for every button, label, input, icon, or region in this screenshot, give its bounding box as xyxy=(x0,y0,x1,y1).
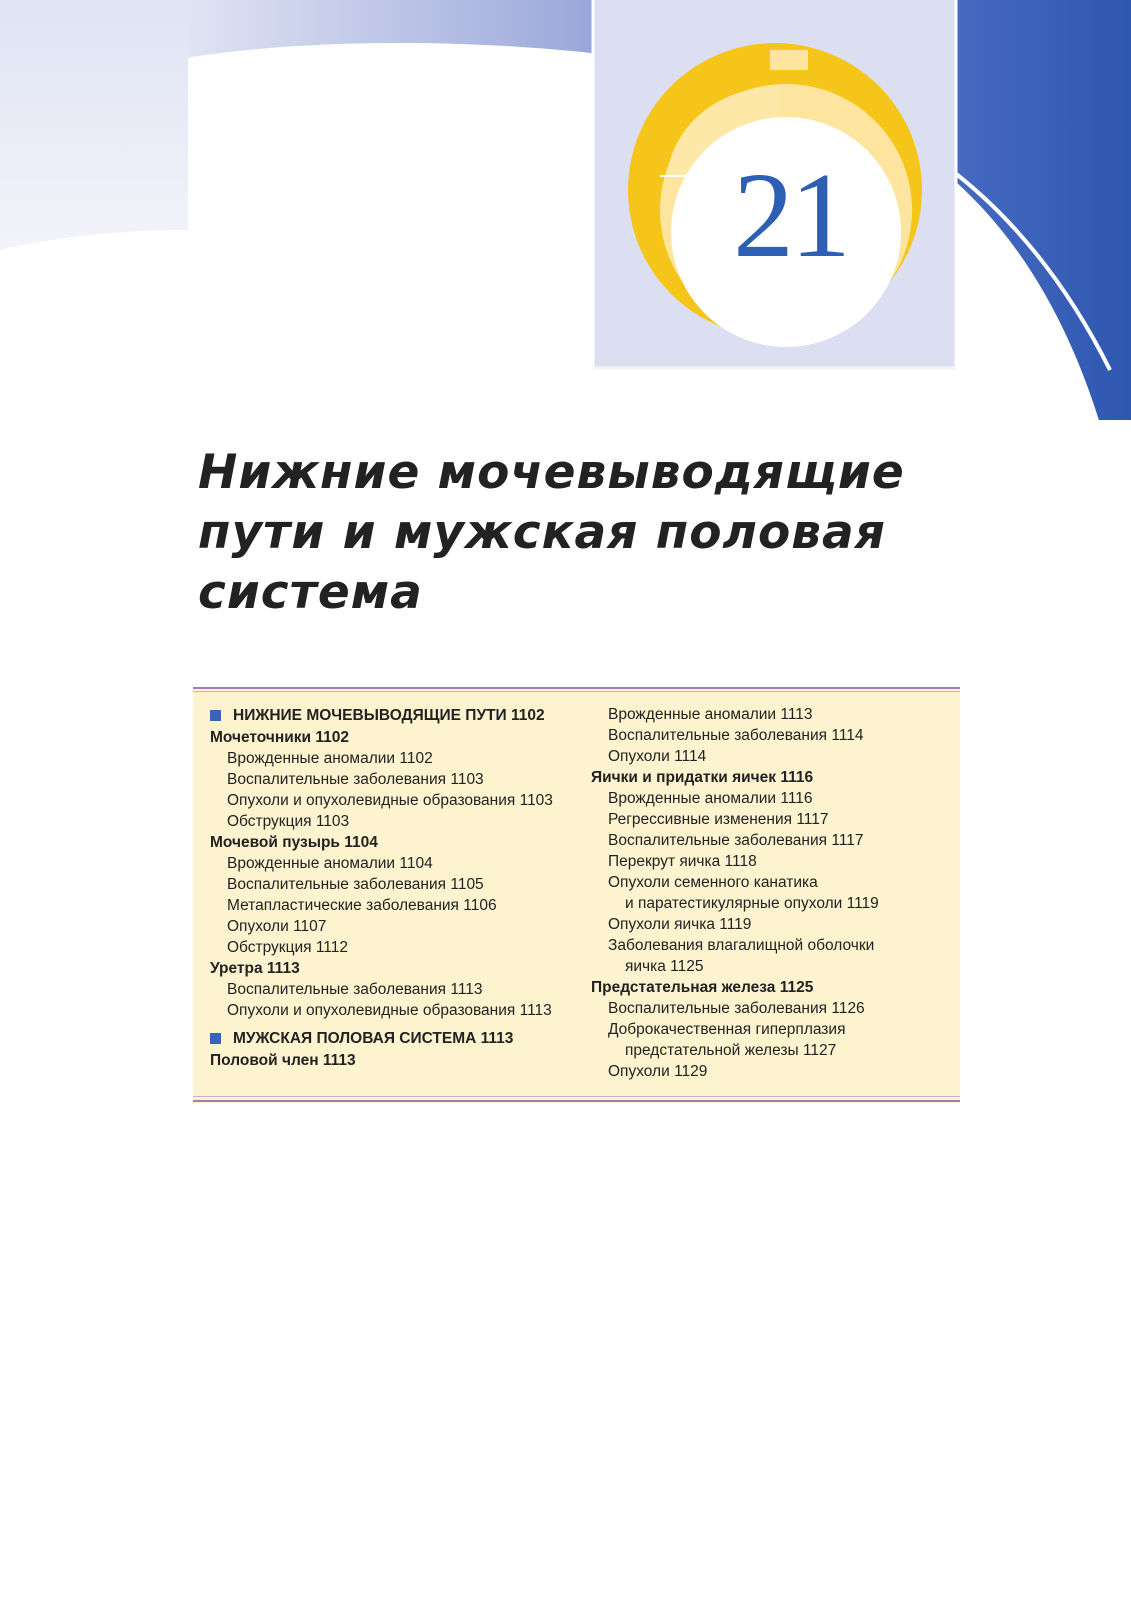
toc-item: Опухоли семенного канатика xyxy=(608,874,818,891)
header-left-strip xyxy=(0,0,190,252)
top-rule xyxy=(193,687,960,689)
toc-item: Воспалительные заболевания 1126 xyxy=(608,1000,865,1017)
toc-item: Регрессивные изменения 1117 xyxy=(608,811,829,828)
toc-right-column xyxy=(591,704,956,1082)
toc-item: Опухоли яичка 1119 xyxy=(608,916,752,933)
section-marker-icon xyxy=(210,1033,221,1044)
toc-item-continued: предстательной железы 1127 xyxy=(625,1042,837,1059)
toc-item: Перекрут яичка 1118 xyxy=(608,853,757,870)
chapter-title-line: система xyxy=(198,565,423,620)
toc-section xyxy=(210,1027,585,1050)
chapter-contents-box xyxy=(193,687,960,1103)
chapter-title xyxy=(198,443,938,623)
chapter-number: 21 xyxy=(733,148,847,283)
toc-section-label: НИЖНИЕ МОЧЕВЫВОДЯЩИЕ ПУТИ 1102 xyxy=(233,707,545,724)
toc-item: Заболевания влагалищной оболочки xyxy=(608,937,875,954)
toc-item: Воспалительные заболевания 1105 xyxy=(227,876,484,893)
toc-section xyxy=(210,704,585,727)
toc-item: Воспалительные заболевания 1103 xyxy=(227,771,484,788)
toc-item: Воспалительные заболевания 1113 xyxy=(227,981,483,998)
toc-heading: Мочевой пузырь 1104 xyxy=(210,834,378,851)
toc-item-continued: и паратестикулярные опухоли 1119 xyxy=(625,895,879,912)
chapter-title-line: пути и мужская половая xyxy=(198,505,886,560)
toc-section-label: МУЖСКАЯ ПОЛОВАЯ СИСТЕМА 1113 xyxy=(233,1030,514,1047)
toc-heading: Уретра 1113 xyxy=(210,960,300,977)
toc-item: Обструкция 1103 xyxy=(227,813,350,830)
toc-item: Воспалительные заболевания 1117 xyxy=(608,832,864,849)
toc-item: Врожденные аномалии 1113 xyxy=(608,706,813,723)
toc-item: Врожденные аномалии 1102 xyxy=(227,750,433,767)
toc-item: Воспалительные заболевания 1114 xyxy=(608,727,864,744)
toc-item: Метапластические заболевания 1106 xyxy=(227,897,497,914)
toc-heading: Яички и придатки яичек 1116 xyxy=(591,769,814,786)
bottom-rule xyxy=(193,1100,960,1102)
toc-item: Опухоли и опухолевидные образования 1103 xyxy=(227,792,553,809)
toc-item: Доброкачественная гиперплазия xyxy=(608,1021,846,1038)
toc-item: Обструкция 1112 xyxy=(227,939,349,956)
toc-item: Врожденные аномалии 1104 xyxy=(227,855,433,872)
toc-item: Врожденные аномалии 1116 xyxy=(608,790,813,807)
toc-left-column xyxy=(210,704,585,1071)
toc-heading: Предстательная железа 1125 xyxy=(591,979,814,996)
toc-heading: Мочеточники 1102 xyxy=(210,729,349,746)
toc-item: Опухоли 1107 xyxy=(227,918,327,935)
chapter-header-art xyxy=(0,0,1131,420)
toc-item: Опухоли 1129 xyxy=(608,1063,708,1080)
chapter-title-line: Нижние мочевыводящие xyxy=(198,445,905,500)
section-marker-icon xyxy=(210,710,221,721)
toc-item: Опухоли 1114 xyxy=(608,748,707,765)
toc-item: Опухоли и опухолевидные образования 1113 xyxy=(227,1002,552,1019)
toc-heading: Половой член 1113 xyxy=(210,1052,356,1069)
toc-item-continued: яичка 1125 xyxy=(625,958,704,975)
